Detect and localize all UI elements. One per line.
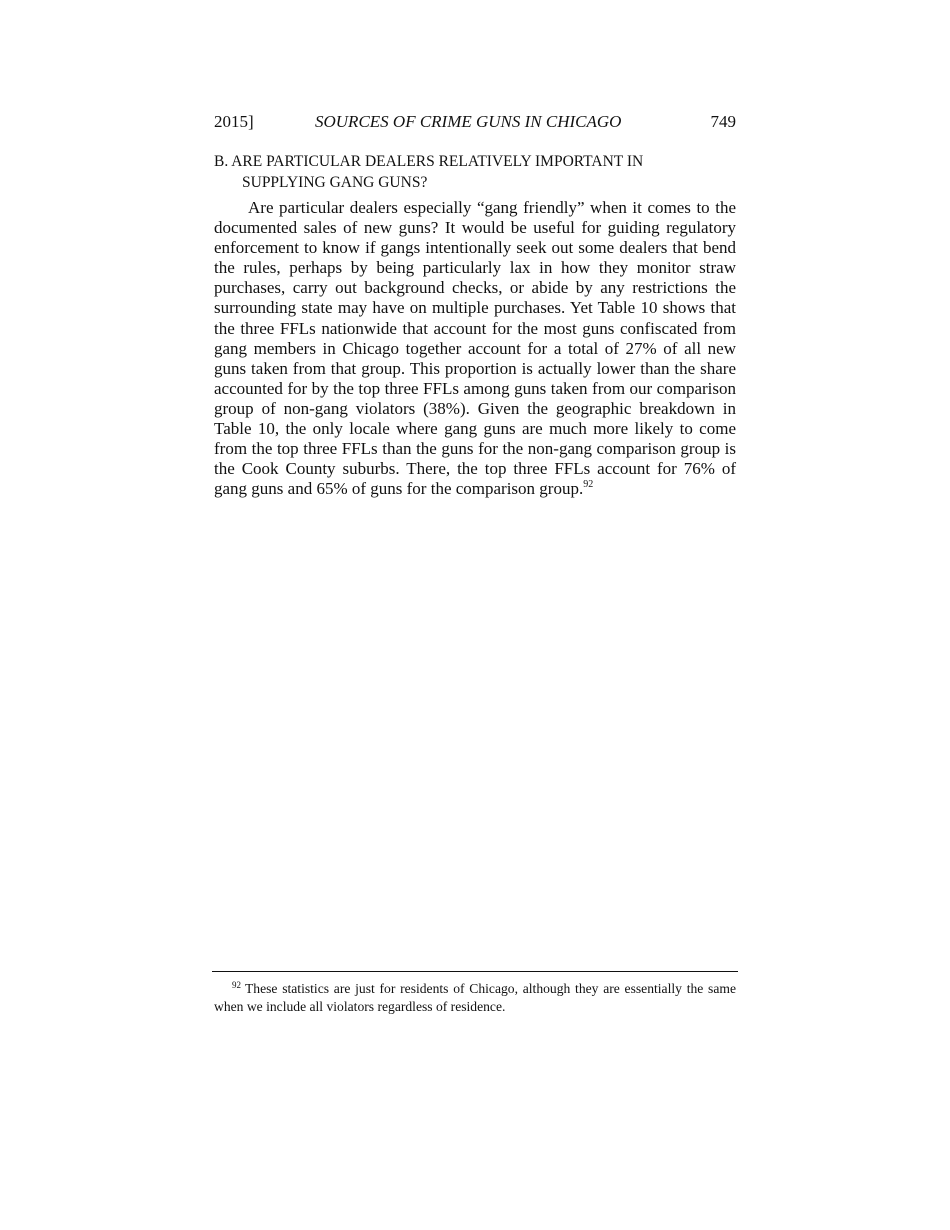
running-head-year: 2015]: [214, 112, 254, 131]
running-head: [214, 112, 736, 134]
body-paragraph: [214, 198, 736, 499]
section-heading: [214, 151, 674, 193]
footnote: [214, 980, 736, 1015]
running-head-title: SOURCES OF CRIME GUNS IN CHICAGO: [315, 112, 622, 131]
footnote-divider: [212, 971, 738, 972]
section-heading-line1: B. ARE PARTICULAR DEALERS RELATIVELY IMPORTANT IN: [214, 153, 644, 170]
page-number: 749: [710, 112, 736, 131]
footnote-reference[interactable]: 92: [583, 479, 594, 491]
footnote-number: 92: [232, 980, 241, 990]
footnote-text: These statistics are just for residents of Chicago, although they are essentially the same when we include all violators regardless of residence.: [214, 981, 736, 1014]
body-paragraph-text: Are particular dealers especially “gang friendly” when it comes to the documented sales of new guns? It would be useful for guiding regulatory enforcement to know if gangs intentionally seek out some dealers that bend the rules, perhaps by being particularly lax in how they monitor straw purchases, carry out background checks, or abide by any restrictions the surrounding state may have on multiple purchases. Yet Table 10 shows that the three FFLs nationwide that account for the most guns confiscated from gang members in Chicago together account for a total of 27% of all new guns taken from that group. This proportion is actually lower than the share accounted for by the top three FFLs among guns taken from our comparison group of non-gang violators (38%). Given the geographic breakdown in Table 10, the only locale where gang guns are much more likely to come from the top three FFLs than the guns for the non-gang comparison group is the Cook County suburbs. There, the top three FFLs account for 76% of gang guns and 65% of guns for the comparison group.: [214, 198, 736, 499]
section-heading-line2: SUPPLYING GANG GUNS?: [242, 174, 428, 191]
